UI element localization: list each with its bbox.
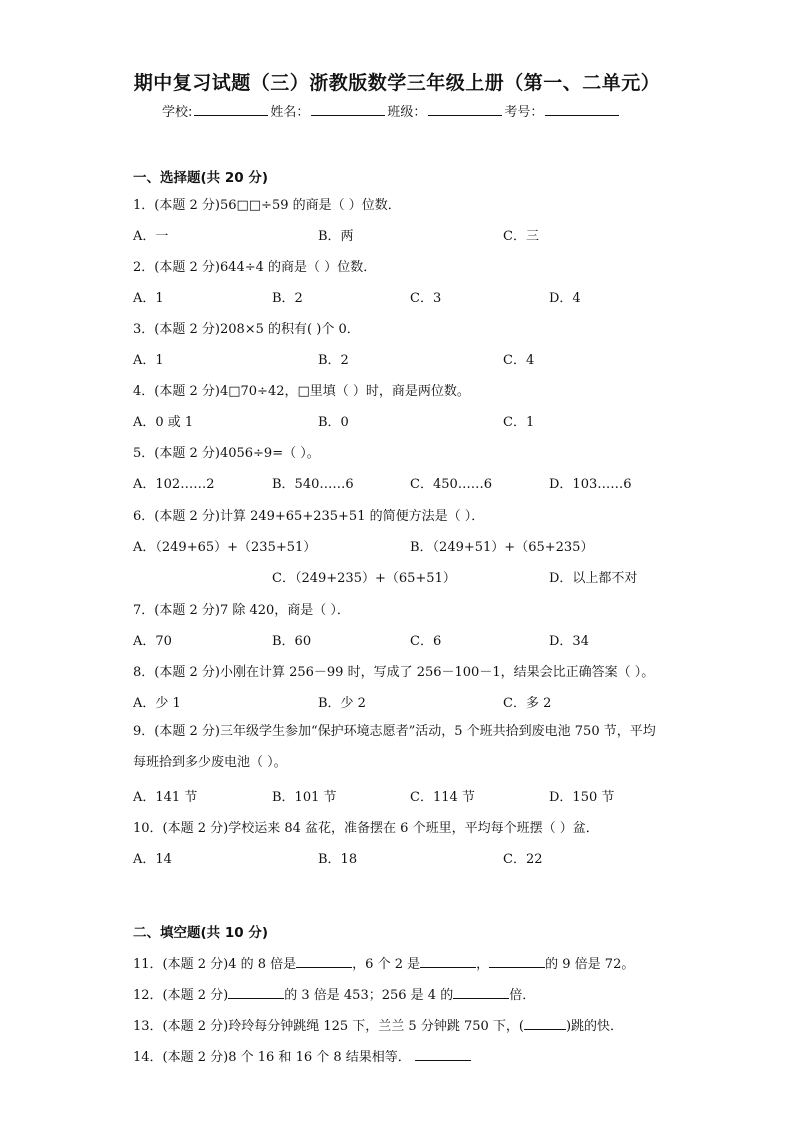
q7-option-b[interactable]: B．60 <box>272 634 312 649</box>
question-5: 5．(本题 2 分)4056÷9=（ ）。 <box>133 446 320 461</box>
q5-option-d[interactable]: D．103……6 <box>549 477 632 492</box>
q5-option-a[interactable]: A．102……2 <box>133 477 215 492</box>
question-7: 7．(本题 2 分)7 除 420，商是（ ）． <box>133 603 350 618</box>
q10-option-c[interactable]: C．22 <box>503 852 543 867</box>
q2-option-a[interactable]: A．1 <box>133 291 164 306</box>
q9-option-a[interactable]: A．141 节 <box>133 790 198 805</box>
q2-option-d[interactable]: D．4 <box>549 291 581 306</box>
q3-option-c[interactable]: C．4 <box>503 353 535 368</box>
q11-text-1: 11．(本题 2 分)4 的 8 倍是 <box>133 957 297 972</box>
q11-text-4: 的 9 倍是 72。 <box>545 957 635 972</box>
page-title: 期中复习试题（三）浙教版数学三年级上册（第一、二单元） <box>133 72 661 94</box>
student-info-line <box>162 101 621 120</box>
number-label: 考号： <box>504 105 544 120</box>
question-9: 9．(本题 2 分)三年级学生参加“保护环境志愿者”活动，5 个班共拾到废电池 750 节，平均每班拾到多少废电池（ ）。 <box>133 724 656 770</box>
question-11 <box>133 953 634 972</box>
question-14 <box>133 1046 471 1065</box>
question-13 <box>133 1015 623 1034</box>
school-label: 学校: <box>162 105 193 120</box>
q11-blank-2[interactable] <box>420 955 476 968</box>
name-blank[interactable] <box>311 102 385 116</box>
q1-option-c[interactable]: C．三 <box>503 229 539 244</box>
school-blank[interactable] <box>194 102 268 116</box>
section-heading-choice: 一、选择题(共 20 分) <box>133 170 269 186</box>
q2-option-b[interactable]: B．2 <box>272 291 303 306</box>
q9-option-c[interactable]: C．114 节 <box>410 790 475 805</box>
q7-option-d[interactable]: D．34 <box>549 634 589 649</box>
q14-text-1: 14．(本题 2 分)8 个 16 和 16 个 8 结果相等． <box>133 1050 411 1065</box>
q13-text-2: )跳的快． <box>565 1019 624 1034</box>
q3-option-b[interactable]: B．2 <box>318 353 349 368</box>
question-12 <box>133 984 535 1003</box>
q8-option-c[interactable]: C．多 2 <box>503 696 552 711</box>
question-1: 1．(本题 2 分)56□□÷59 的商是（ ）位数． <box>133 198 401 213</box>
q6-option-c[interactable]: C．（249+235）+（65+51） <box>272 571 456 586</box>
q3-option-a[interactable]: A．1 <box>133 353 164 368</box>
question-10: 10．(本题 2 分)学校运来 84 盆花，准备摆在 6 个班里，平均每个班摆（ ）盆． <box>133 821 599 836</box>
question-3: 3．(本题 2 分)208×5 的积有( )个 0． <box>133 322 360 337</box>
question-4: 4．(本题 2 分)4□70÷42，□里填（ ）时，商是两位数。 <box>133 384 470 399</box>
q9-option-b[interactable]: B．101 节 <box>272 790 337 805</box>
q6-option-b[interactable]: B．（249+51）+（65+235） <box>410 540 594 555</box>
number-blank[interactable] <box>545 102 619 116</box>
q11-blank-1[interactable] <box>296 955 352 968</box>
q10-option-b[interactable]: B．18 <box>318 852 358 867</box>
q9-option-d[interactable]: D．150 节 <box>549 790 615 805</box>
q7-option-a[interactable]: A．70 <box>133 634 172 649</box>
q12-text-1: 12．(本题 2 分) <box>133 988 229 1003</box>
q12-text-3: 倍． <box>509 988 536 1003</box>
q5-option-b[interactable]: B．540……6 <box>272 477 354 492</box>
q11-blank-3[interactable] <box>489 955 545 968</box>
class-blank[interactable] <box>428 102 502 116</box>
q11-text-2: ，6 个 2 是 <box>352 957 421 972</box>
q12-blank-1[interactable] <box>228 986 284 999</box>
q4-option-b[interactable]: B．0 <box>318 415 349 430</box>
q13-text-1: 13．(本题 2 分)玲玲每分钟跳绳 125 下，兰兰 5 分钟跳 750 下，( <box>133 1019 524 1034</box>
q5-option-c[interactable]: C．450……6 <box>410 477 493 492</box>
q7-option-c[interactable]: C．6 <box>410 634 442 649</box>
q1-option-a[interactable]: A．一 <box>133 229 169 244</box>
q6-option-d[interactable]: D．以上都不对 <box>549 571 638 586</box>
q10-option-a[interactable]: A．14 <box>133 852 172 867</box>
q11-text-3: ， <box>476 957 490 972</box>
q4-option-a[interactable]: A．0 或 1 <box>133 415 194 430</box>
section-heading-fill: 二、填空题(共 10 分) <box>133 925 269 941</box>
name-label: 姓名： <box>270 105 310 120</box>
question-2: 2．(本题 2 分)644÷4 的商是（ ）位数． <box>133 260 377 275</box>
q14-blank-1[interactable] <box>415 1048 471 1061</box>
q12-text-2: 的 3 倍是 453；256 是 4 的 <box>284 988 454 1003</box>
q8-option-a[interactable]: A．少 1 <box>133 696 181 711</box>
q13-blank-1[interactable] <box>524 1017 566 1030</box>
question-6: 6．(本题 2 分)计算 249+65+235+51 的简便方法是（ ）． <box>133 509 485 524</box>
q1-option-b[interactable]: B．两 <box>318 229 354 244</box>
class-label: 班级： <box>387 105 427 120</box>
q4-option-c[interactable]: C．1 <box>503 415 535 430</box>
q12-blank-2[interactable] <box>453 986 509 999</box>
question-8: 8．(本题 2 分)小刚在计算 256－99 时，写成了 256－100－1，结果会比正确答案（ ）。 <box>133 665 655 680</box>
q8-option-b[interactable]: B．少 2 <box>318 696 366 711</box>
q2-option-c[interactable]: C．3 <box>410 291 442 306</box>
q6-option-a[interactable]: A．（249+65）+（235+51） <box>133 540 317 555</box>
